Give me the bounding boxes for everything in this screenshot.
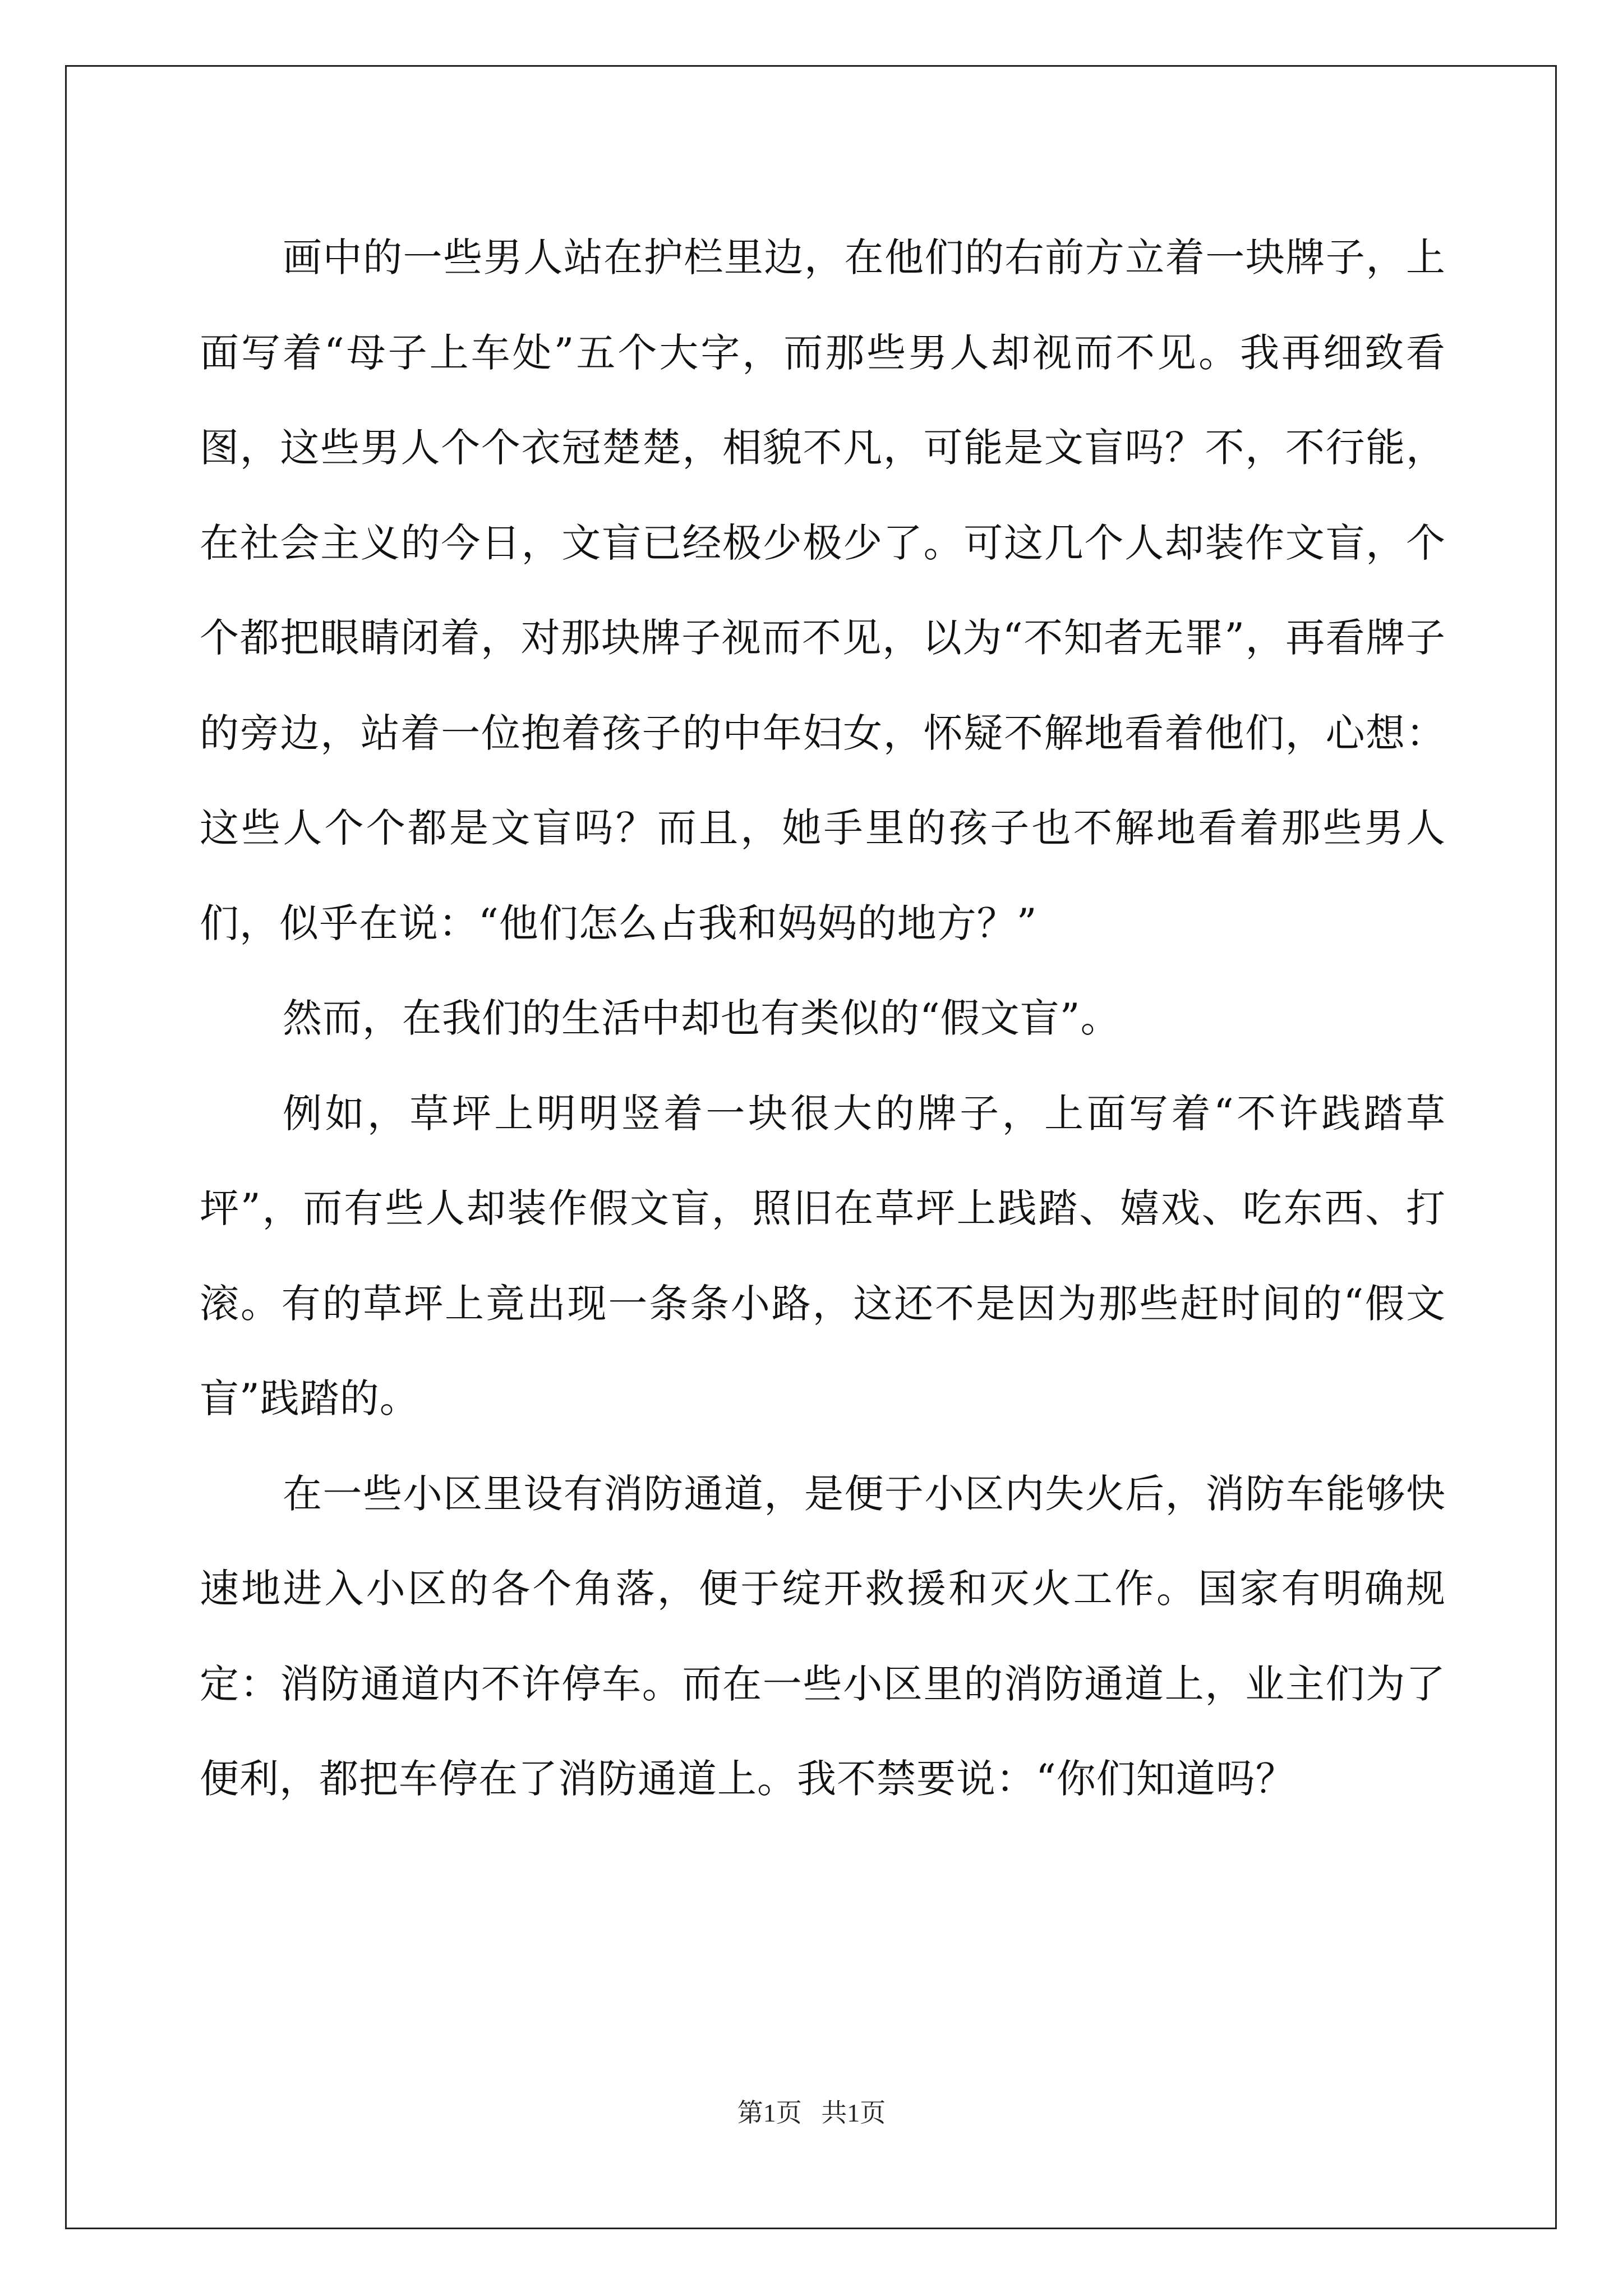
- document-body: [200, 210, 1446, 1827]
- page-total: 共1页: [821, 2099, 886, 2127]
- paragraph: 例如，草坪上明明竖着一块很大的牌子，上面写着“不许践踏草坪”，而有些人却装作假文盲，照旧在草坪上践踏、嬉戏、吃东西、打滚。有的草坪上竟出现一条条小路，这还不是因为那些赶时间的“假文盲”践踏的。: [200, 1090, 1446, 1421]
- paragraph: 然而，在我们的生活中却也有类似的“假文盲”。: [283, 995, 1121, 1041]
- page-footer: [0, 2092, 1623, 2129]
- paragraph: 画中的一些男人站在护栏里边，在他们的右前方立着一块牌子，上面写着“母子上车处”五个大字，而那些男人却视而不见。我再细致看图，这些男人个个衣冠楚楚，相貌不凡，可能是文盲吗？不，不行能，在社会主义的今日，文盲已经极少极少了。可这几个人却装作文盲，个个都把眼睛闭着，对那块牌子视而不见，以为“不知者无罪”，再看牌子的旁边，站着一位抱着孩子的中年妇女，怀疑不解地看着他们，心想：这些人个个都是文盲吗？而且，她手里的孩子也不解地看着那些男人们，似乎在说：“他们怎么占我和妈妈的地方？”: [200, 234, 1446, 946]
- page-number: 第1页: [737, 2099, 802, 2127]
- paragraph: 在一些小区里设有消防通道，是便于小区内失火后，消防车能够快速地进入小区的各个角落，便于绽开救援和灭火工作。国家有明确规定：消防通道内不许停车。而在一些小区里的消防通道上，业主们为了便利，都把车停在了消防通道上。我不禁要说：“你们知道吗？: [200, 1470, 1446, 1802]
